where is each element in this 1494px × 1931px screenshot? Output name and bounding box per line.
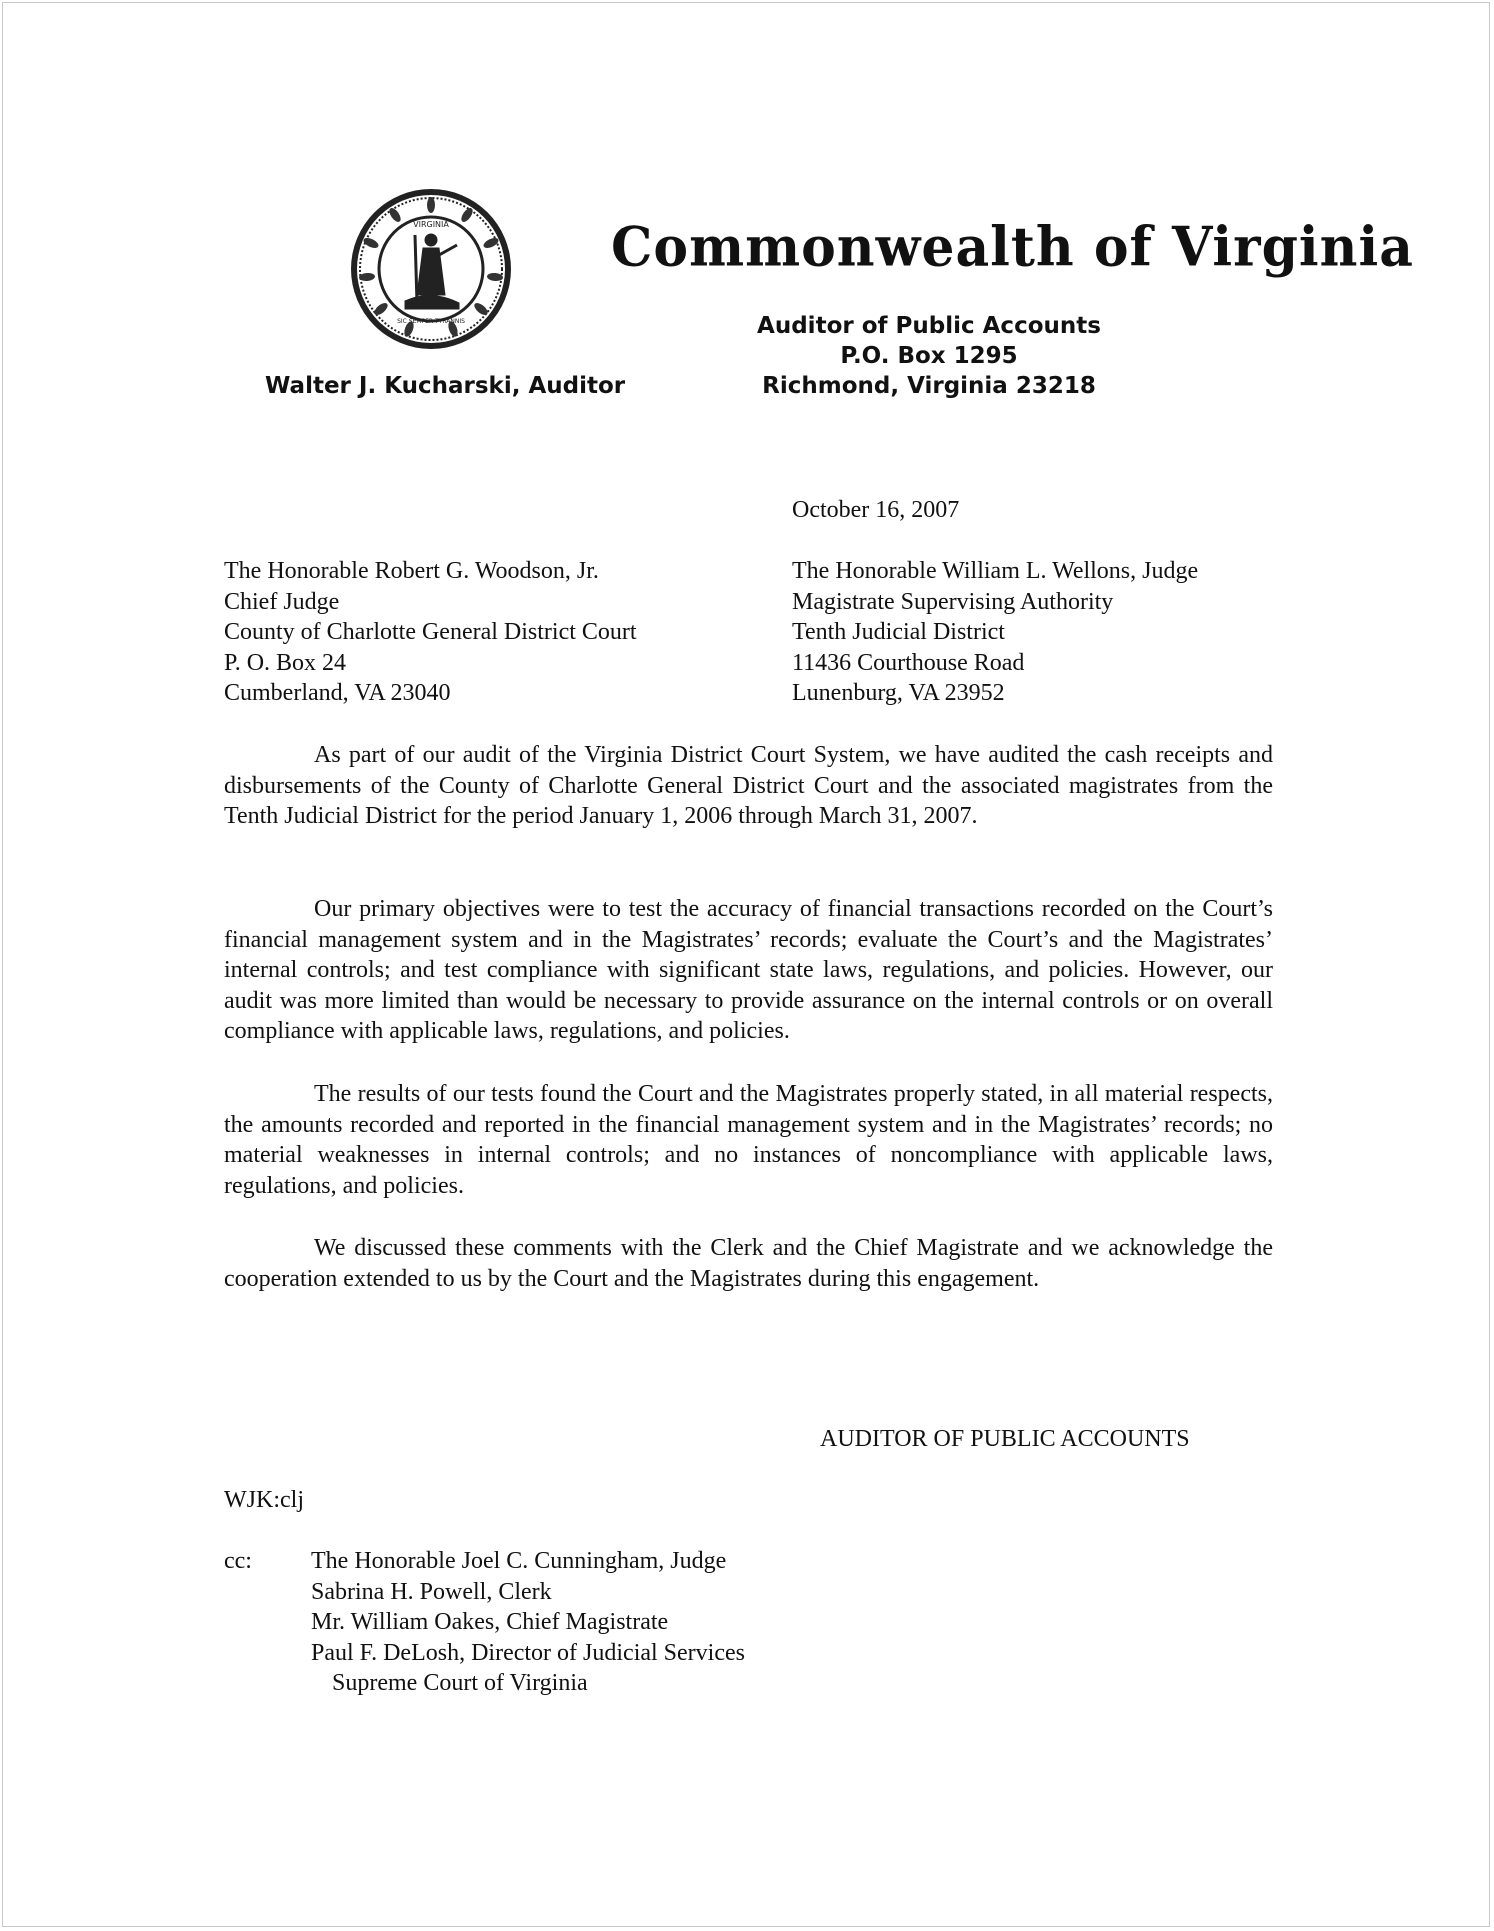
letterhead-title: Commonwealth of Virginia [611,215,1414,280]
cc-item: Mr. William Oakes, Chief Magistrate [311,1609,669,1636]
office-name: Auditor of Public Accounts [757,313,1101,339]
office-city: Richmond, Virginia 23218 [762,373,1096,399]
body-paragraph-2 [224,894,1273,1047]
address-line: Tenth Judicial District [792,619,1005,646]
body-paragraph-4 [224,1233,1273,1294]
seal-label: VIRGINIA [413,220,449,229]
recipient-address-right [792,556,1198,709]
address-line: Chief Judge [224,588,340,615]
address-line: County of Charlotte General District Court [224,619,637,646]
address-line: The Honorable Robert G. Woodson, Jr. [224,558,599,584]
office-address-block [748,311,1110,401]
letter-page [2,2,1490,1927]
address-line: 11436 Courthouse Road [792,649,1025,676]
letter-date: October 16, 2007 [792,497,960,523]
body-paragraph-1 [224,740,1273,832]
cc-item: The Honorable Joel C. Cunningham, Judge [311,1548,727,1574]
recipient-address-left [224,556,637,709]
cc-label: cc: [224,1548,252,1574]
office-po-box: P.O. Box 1295 [840,343,1018,369]
signature-block: AUDITOR OF PUBLIC ACCOUNTS [820,1426,1190,1452]
seal-motto: SIC SEMPER TYRANNIS [397,318,465,325]
paragraph-text: As part of our audit of the Virginia District Court System, we have audited the cash receipts and disbursements of the County of Charlotte General District Court and the associated magistrates from the Tenth Judicial District for the period January 1, 2006 through March 31, 2007. [224,742,1273,830]
address-line: Magistrate Supervising Authority [792,588,1114,615]
cc-list [311,1546,745,1699]
paragraph-text: Our primary objectives were to test the accuracy of financial transactions recorded on the Court’s financial management system and in the Magistrates’ records; evaluate the Court’s and the Magistrates’ internal controls; and test compliance with significant state laws, regulations, and policies. However, our audit was more limited than would be necessary to provide assurance on the internal controls or on overall compliance with applicable laws, regulations, and policies. [224,896,1273,1045]
reference-initials: WJK:clj [224,1487,304,1513]
body-paragraph-3 [224,1079,1273,1201]
paragraph-text: We discussed these comments with the Clerk and the Chief Magistrate and we acknowledge the cooperation extended to us by the Court and the Magistrates during this engagement. [224,1235,1273,1292]
virginia-seal-icon [347,185,515,353]
address-line: P. O. Box 24 [224,649,347,676]
cc-item: Sabrina H. Powell, Clerk [311,1578,552,1605]
paragraph-text: The results of our tests found the Court and the Magistrates properly stated, in all material respects, the amounts recorded and reported in the financial management system and in the Magistrates’ records; no material weaknesses in internal controls; and no instances of noncompliance with applicable laws, regulations, and policies. [224,1081,1273,1199]
auditor-name: Walter J. Kucharski, Auditor [265,373,626,399]
cc-item: Paul F. DeLosh, Director of Judicial Services [311,1639,745,1666]
address-line: The Honorable William L. Wellons, Judge [792,558,1199,584]
address-line: Lunenburg, VA 23952 [792,680,1005,707]
address-line: Cumberland, VA 23040 [224,680,451,707]
cc-item: Supreme Court of Virginia [332,1670,588,1697]
